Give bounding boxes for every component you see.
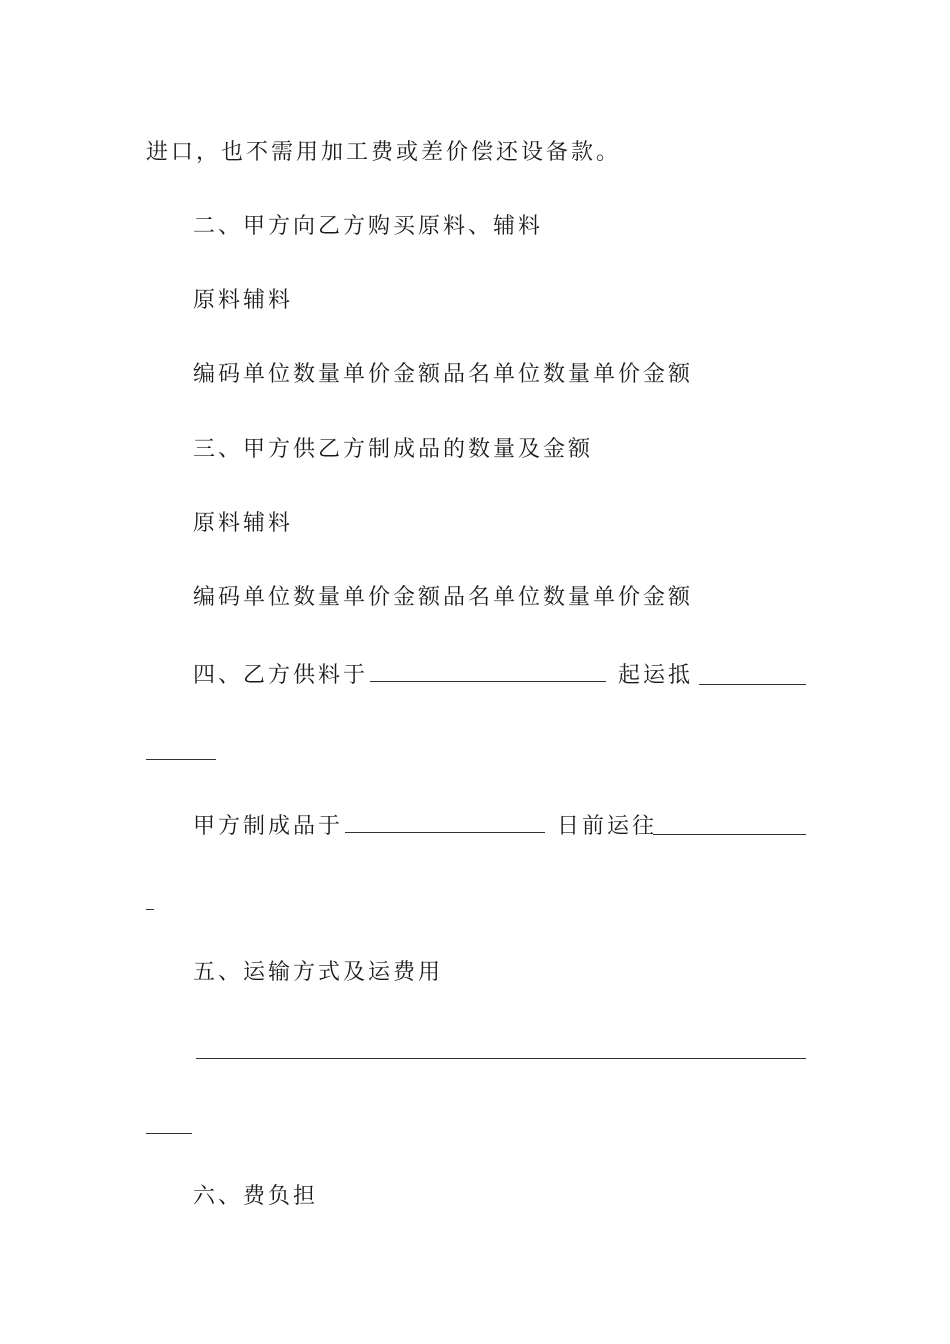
blank-destination[interactable] <box>699 684 806 685</box>
section-2-title: 二、甲方向乙方购买原料、辅料 <box>193 214 544 239</box>
section-6-title: 六、费负担 <box>193 1184 319 1209</box>
supply-clause-middle: 起运抵 <box>618 663 694 688</box>
product-clause-prefix: 甲方制成品于 <box>193 814 344 839</box>
blank-transport-method-continued[interactable] <box>146 1133 192 1134</box>
blank-destination-continued[interactable] <box>146 759 216 760</box>
blank-transport-method[interactable] <box>196 1058 806 1059</box>
blank-product-destination[interactable] <box>653 834 806 835</box>
product-clause <box>193 808 657 840</box>
section-5-title: 五、运输方式及运费用 <box>193 960 444 985</box>
blank-supply-date[interactable] <box>370 657 606 682</box>
section-4-clause <box>193 657 693 689</box>
blank-product-destination-continued[interactable] <box>146 909 154 910</box>
supply-clause-prefix: 四、乙方供料于 <box>193 663 369 688</box>
table-header-materials: 原料辅料 <box>193 511 294 536</box>
product-clause-middle: 日前运往 <box>557 814 658 839</box>
table-column-headers: 编码单位数量单价金额品名单位数量单价金额 <box>193 585 694 610</box>
table-header-materials: 原料辅料 <box>193 288 294 313</box>
paragraph-continuation: 进口，也不需用加工费或差价偿还设备款。 <box>146 140 622 165</box>
section-3-title: 三、甲方供乙方制成品的数量及金额 <box>193 437 594 462</box>
table-column-headers: 编码单位数量单价金额品名单位数量单价金额 <box>193 362 694 387</box>
blank-product-date[interactable] <box>345 808 545 833</box>
